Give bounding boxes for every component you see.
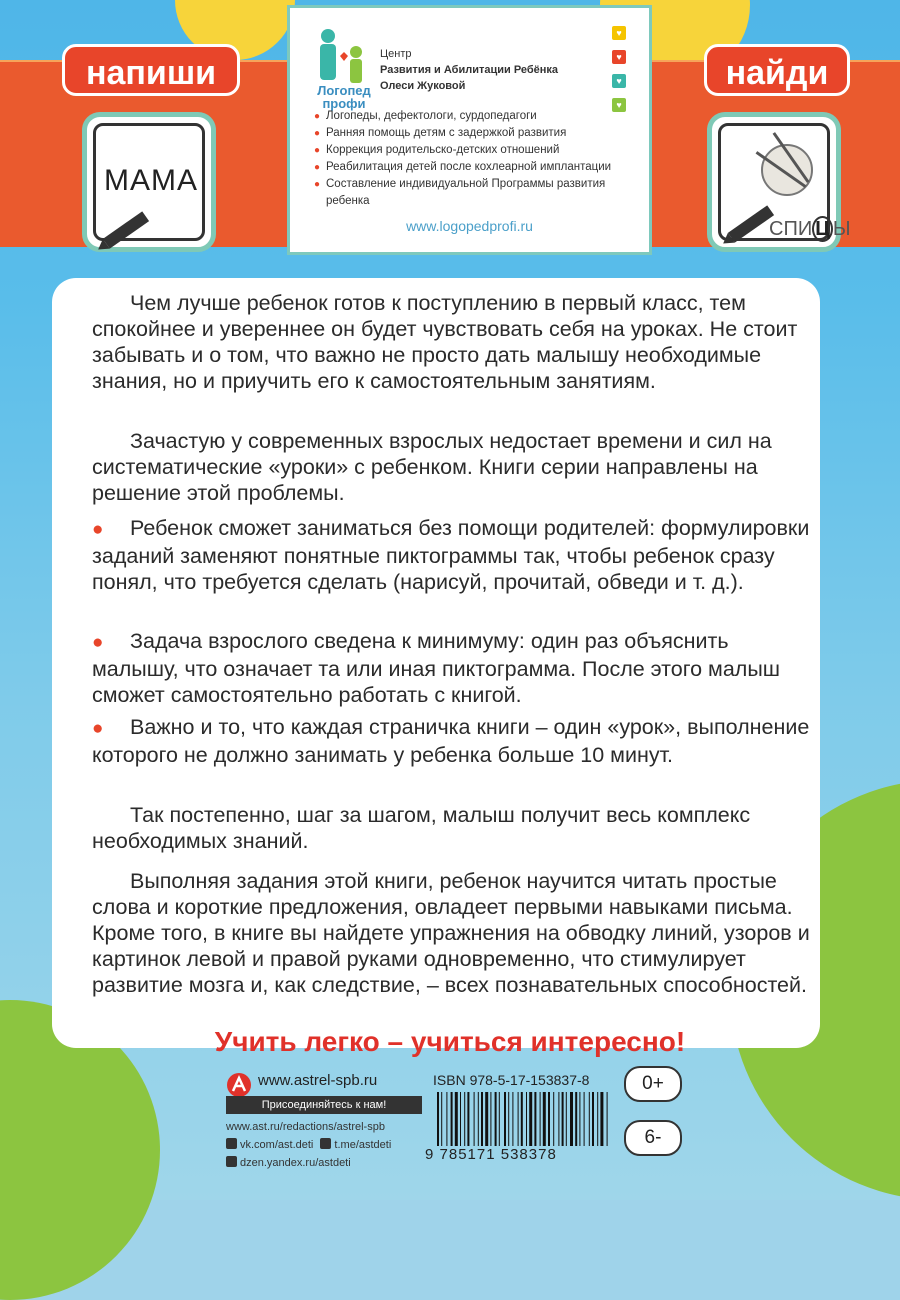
barcode-bar	[485, 1092, 488, 1146]
barcode-bar	[548, 1092, 550, 1146]
publisher-site-link[interactable]: www.astrel-spb.ru	[258, 1072, 378, 1089]
link-vk[interactable]: vk.com/ast.deti	[240, 1139, 314, 1151]
slogan: Учить легко – учиться интересно!	[214, 1026, 686, 1057]
link-telegram[interactable]: t.me/astdeti	[334, 1139, 392, 1151]
barcode	[433, 1092, 613, 1146]
barcode-bar	[441, 1092, 442, 1146]
barcode-bar	[518, 1092, 519, 1146]
vk-icon	[226, 1138, 237, 1149]
barcode-number: 9 785171 538378	[425, 1146, 557, 1163]
barcode-bar	[474, 1092, 475, 1146]
barcode-bar	[584, 1092, 585, 1146]
card-word-spicy: СПИ Ц Ы	[769, 218, 851, 240]
pencil-icon	[728, 205, 774, 242]
barcode-bar	[499, 1092, 500, 1146]
barcode-bar	[526, 1092, 527, 1146]
paragraph-3: Так постепенно, шаг за шагом, малыш получит весь комплекс необходимых знаний.	[92, 803, 751, 853]
pencil-icon	[103, 211, 149, 248]
card-frame	[718, 123, 851, 241]
barcode-bar	[540, 1092, 541, 1146]
join-us-banner: Присоединяйтесь к нам!	[226, 1096, 422, 1114]
barcode-bar	[534, 1092, 536, 1146]
barcode-bar	[597, 1092, 598, 1146]
list-item: ● Реабилитация детей после кохлеарной имплантации	[314, 159, 644, 176]
list-item: ● Логопеды, дефектологи, сурдопедагоги	[314, 108, 644, 125]
barcode-bar	[508, 1092, 509, 1146]
heart-icon: ♥	[612, 74, 626, 88]
barcode-bar	[437, 1092, 439, 1146]
barcode-bar	[558, 1092, 559, 1146]
label-write: напиши	[62, 44, 240, 96]
bullet-dot-icon: ●	[92, 519, 104, 540]
card-frame	[93, 123, 205, 241]
barcode-bar	[495, 1092, 497, 1146]
list-item: ● Коррекция родительско-детских отношений	[314, 142, 644, 159]
barcode-bar	[543, 1092, 546, 1146]
list-item: ● Составление индивидуальной Программы развития ребенка	[314, 176, 644, 210]
barcode-bar	[575, 1092, 577, 1146]
pictogram-card-find	[707, 112, 851, 252]
logo-caption: Логопед профи	[317, 83, 371, 111]
barcode-bar	[553, 1092, 554, 1146]
paragraph-1: Чем лучше ребенок готов к поступлению в первый класс, тем спокойнее и увереннее он будет чувствовать себя на уроках. Не стоит забывать и о том, что важно не просто дать малышу необходимые знания, но и приучить его к самостоятельным занятиям.	[92, 291, 798, 393]
barcode-bar	[490, 1092, 491, 1146]
promo-box	[287, 5, 652, 255]
bullet-2: ● Задача взрослого сведена к минимуму: один раз объяснить малышу, что означает та или иная пиктограмма. После этого малыш сможет самостоятельно работать с книгой.	[92, 629, 781, 707]
barcode-bar	[451, 1092, 453, 1146]
bullet-1: ● Ребенок сможет заниматься без помощи родителей: формулировки заданий заменяют понятные пиктограммы так, чтобы ребенок сразу понял, что требуется сделать (нарисуй, прочитай, обведи и т. д.).	[92, 516, 810, 594]
label-find: найди	[704, 44, 850, 96]
dzen-icon	[226, 1156, 237, 1167]
barcode-bar	[455, 1092, 458, 1146]
paragraph-2: Зачастую у современных взрослых недостает времени и сил на систематические «уроки» с ребенком. Книги серии направлены на решение этой проблемы.	[92, 429, 772, 505]
barcode-bar	[589, 1092, 590, 1146]
barcode-bar	[478, 1092, 479, 1146]
heart-icon: ♥	[612, 50, 626, 64]
link-ast[interactable]: www.ast.ru/redactions/astrel-spb	[226, 1121, 385, 1133]
barcode-bar	[512, 1092, 513, 1146]
barcode-bar	[467, 1092, 469, 1146]
heart-icon: ♥	[612, 98, 626, 112]
paragraph-4: Выполняя задания этой книги, ребенок научится читать простые слова и короткие предложения, овладеет первыми навыками письма. Кроме того, в книге вы найдете упражнения на обводку линий, узоров и картинок левой и правой руками одновременно, что стимулирует развитие мозга и, как следствие, – всех познавательных способностей.	[92, 869, 810, 997]
barcode-bar	[600, 1092, 603, 1146]
barcode-bar	[446, 1092, 447, 1146]
barcode-bar	[504, 1092, 506, 1146]
barcode-bar	[570, 1092, 573, 1146]
card-word-mama: МАМА	[104, 164, 198, 197]
barcode-bar	[529, 1092, 532, 1146]
services-list	[314, 108, 644, 210]
barcode-bar	[579, 1092, 580, 1146]
telegram-icon	[320, 1138, 331, 1149]
barcode-bar	[460, 1092, 461, 1146]
list-item: ● Ранняя помощь детям с задержкой развития	[314, 125, 644, 142]
barcode-bar	[562, 1092, 564, 1146]
barcode-bar	[521, 1092, 523, 1146]
isbn: ISBN 978-5-17-153837-8	[433, 1072, 590, 1088]
age-rating-badge: 0+	[624, 1066, 682, 1102]
age-badge-secondary: 6-	[624, 1120, 682, 1156]
barcode-bar	[592, 1092, 594, 1146]
bullet-dot-icon: ●	[92, 632, 104, 653]
barcode-bar	[481, 1092, 483, 1146]
social-links	[226, 1118, 422, 1172]
barcode-bar	[566, 1092, 567, 1146]
bullet-3: ● Важно и то, что каждая страничка книги – один «урок», выполнение которого не должно занимать у ребенка больше 10 минут.	[92, 715, 810, 767]
center-title: Центр Развития и Абилитации Ребёнка Олеси Жуковой	[380, 48, 559, 92]
link-dzen[interactable]: dzen.yandex.ru/astdeti	[240, 1157, 351, 1169]
bullet-dot-icon: ●	[92, 718, 104, 739]
heart-icon: ♥	[612, 26, 626, 40]
barcode-bar	[464, 1092, 465, 1146]
promo-url-link[interactable]: www.logopedprofi.ru	[406, 218, 533, 234]
barcode-bar	[607, 1092, 608, 1146]
pictogram-card-write	[82, 112, 216, 252]
publisher-logo-icon	[226, 1072, 252, 1098]
